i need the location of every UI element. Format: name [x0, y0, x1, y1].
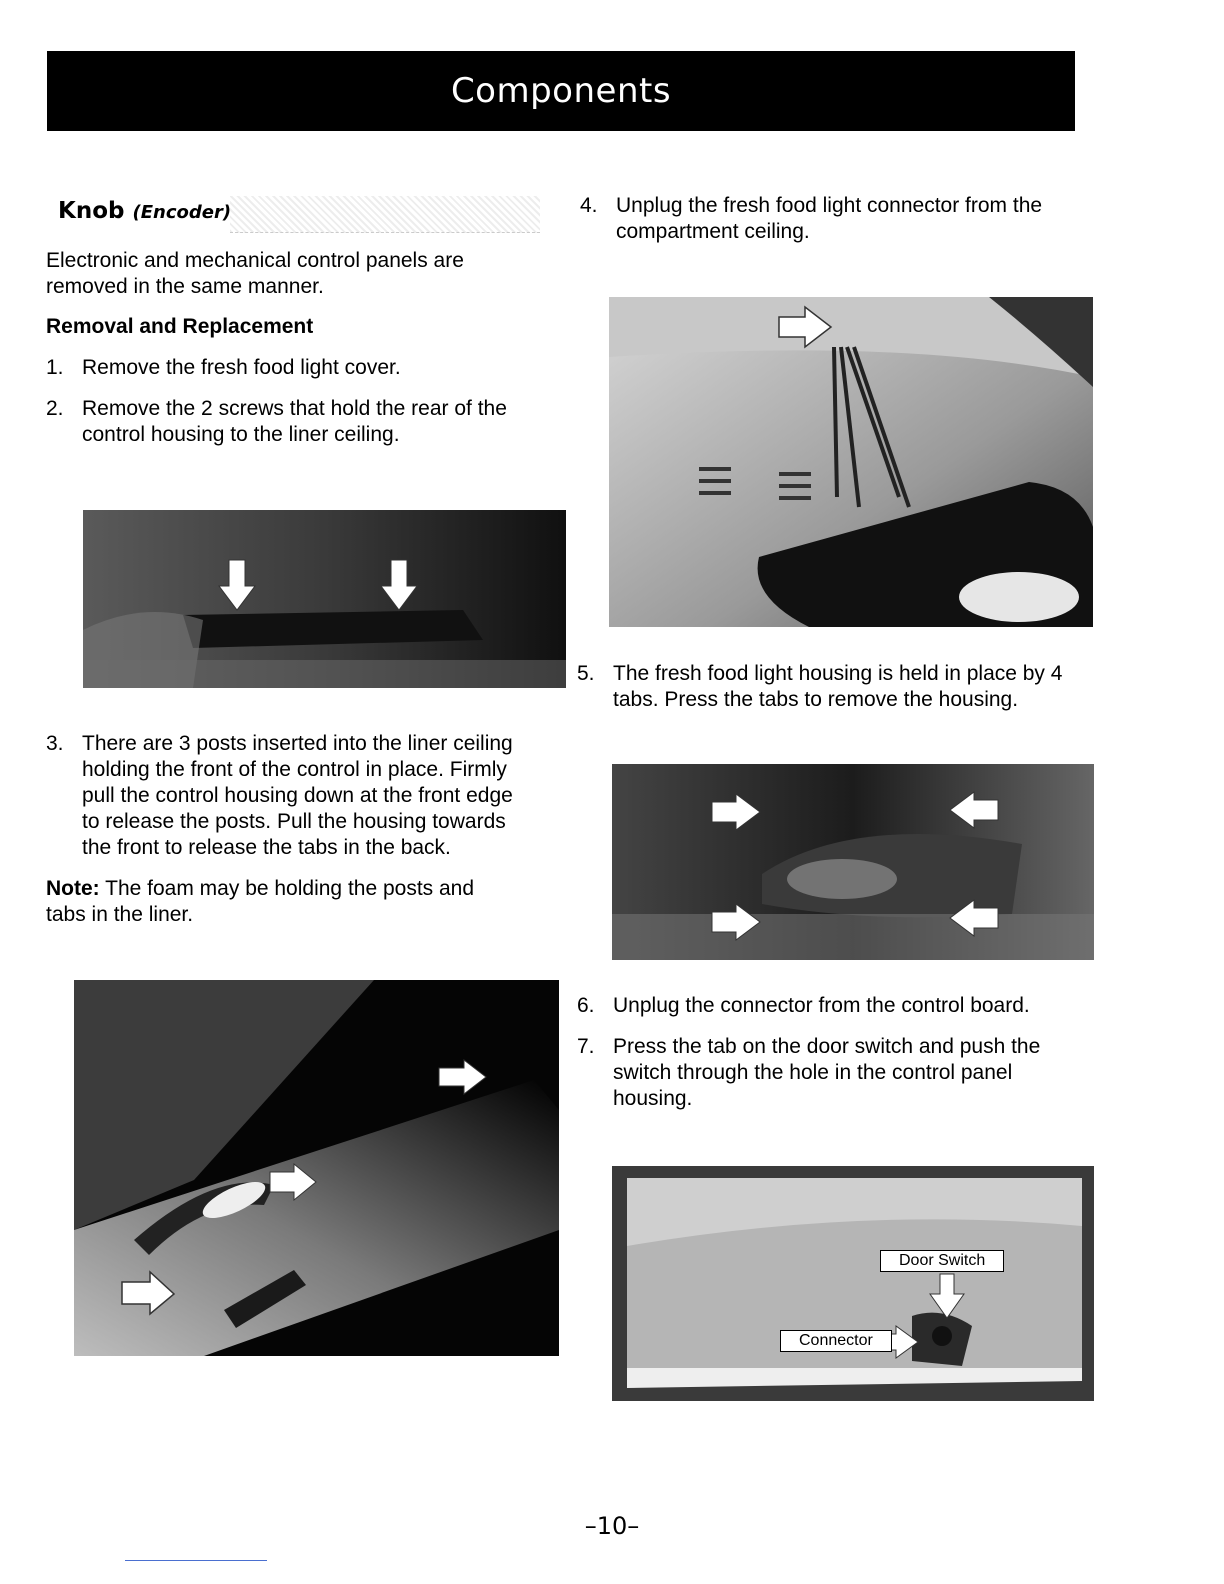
- step-7: [577, 1034, 1077, 1112]
- note-label: Note:: [46, 877, 100, 900]
- intro-paragraph: Electronic and mechanical control panels are removed in the same manner.: [46, 249, 464, 298]
- subheading: Removal and Replacement: [46, 315, 314, 338]
- step-3: [46, 731, 536, 861]
- photo-control-posts: [74, 980, 559, 1356]
- section-title: [58, 198, 231, 224]
- step-6: [577, 993, 1077, 1019]
- step-number: 7.: [577, 1035, 595, 1058]
- step-text: The fresh food light housing is held in place by 4 tabs. Press the tabs to remove the housing.: [613, 662, 1063, 711]
- step-text: Remove the 2 screws that hold the rear of the control housing to the liner ceiling.: [82, 397, 507, 446]
- step-text: There are 3 posts inserted into the liner ceiling holding the front of the control in place. Firmly pull the control housing down at the front edge to release the posts. Pull the housing towards the front to release the tabs in the back.: [82, 732, 513, 859]
- step-4: [580, 193, 1080, 245]
- step-number: 2.: [46, 397, 64, 420]
- step-text: Press the tab on the door switch and push the switch through the hole in the control panel housing.: [613, 1035, 1041, 1110]
- section-title-rule: [230, 196, 540, 233]
- page-header: [47, 51, 1075, 131]
- photo-light-housing-tabs: [612, 764, 1094, 960]
- photo-control-screws: [83, 510, 566, 688]
- note-paragraph: [46, 876, 516, 928]
- section-title-text: Knob: [58, 198, 125, 224]
- footer-line: [125, 1560, 267, 1561]
- step-2: [46, 396, 536, 448]
- step-text: Unplug the fresh food light connector from the compartment ceiling.: [616, 194, 1043, 243]
- photo-door-switch: [612, 1166, 1094, 1401]
- page-title: Components: [450, 71, 672, 111]
- step-1: [46, 355, 546, 381]
- connector-label: Connector: [780, 1330, 892, 1352]
- step-number: 3.: [46, 732, 64, 755]
- step-number: 6.: [577, 994, 595, 1017]
- photo-light-connector: [609, 297, 1093, 627]
- step-number: 4.: [580, 194, 598, 217]
- door-switch-label: Door Switch: [880, 1250, 1004, 1272]
- step-text: Remove the fresh food light cover.: [82, 356, 401, 379]
- note-text: The foam may be holding the posts and tabs in the liner.: [46, 877, 475, 926]
- step-text: Unplug the connector from the control board.: [613, 994, 1030, 1017]
- section-subtitle: (Encoder): [132, 202, 232, 223]
- step-number: 1.: [46, 356, 64, 379]
- page-number: –10–: [584, 1512, 640, 1540]
- step-number: 5.: [577, 662, 595, 685]
- step-5: [577, 661, 1077, 713]
